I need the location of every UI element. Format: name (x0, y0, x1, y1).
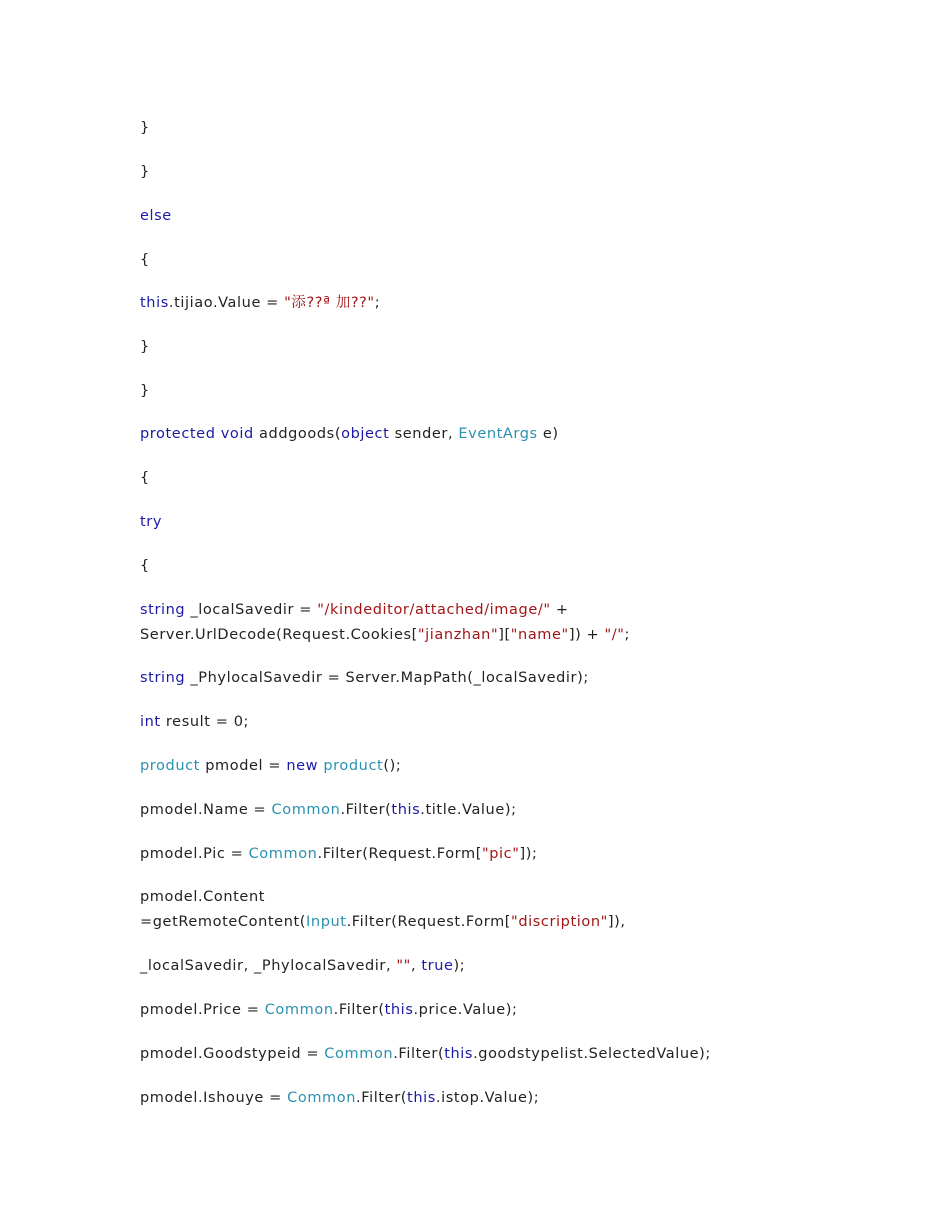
code-token: ; (374, 295, 381, 311)
code-token: ][ (498, 627, 511, 643)
code-token: .Filter(Request.Form[ (346, 914, 512, 930)
code-line (140, 381, 900, 401)
code-token: true (421, 958, 454, 974)
code-token: ]), (607, 914, 626, 930)
code-line (140, 668, 900, 688)
code-token: this (444, 1046, 474, 1062)
code-token: this (384, 1002, 414, 1018)
code-token: "discription" (511, 914, 608, 930)
code-token: object (341, 426, 390, 442)
code-token: Common (271, 802, 341, 818)
code-token: pmodel = (199, 758, 287, 774)
code-line (140, 162, 900, 182)
code-token: .Filter(Request.Form[ (317, 846, 482, 862)
code-token: "/kindeditor/attached/image/" (317, 602, 551, 618)
code-line (140, 1088, 900, 1108)
code-token: result = 0; (160, 714, 250, 730)
code-token: Common (248, 846, 318, 862)
code-line (140, 912, 900, 932)
code-token: + (550, 602, 569, 618)
code-line (140, 800, 900, 820)
code-token: _localSavedir, _PhylocalSavedir, (140, 958, 397, 974)
code-token: Common (264, 1002, 334, 1018)
code-token: pmodel.Name = (140, 802, 272, 818)
code-line (140, 1000, 900, 1020)
code-token: e) (537, 426, 559, 442)
code-line (140, 250, 900, 270)
code-token: "添??ª 加??" (284, 295, 375, 311)
code-token: } (140, 164, 150, 180)
code-line (140, 844, 900, 864)
code-token: try (140, 514, 163, 530)
code-token: .istop.Value); (435, 1090, 540, 1106)
code-token: "name" (510, 627, 569, 643)
code-token: pmodel.Content (140, 889, 266, 905)
code-token: .tijiao.Value = (168, 295, 285, 311)
code-line (140, 756, 900, 776)
code-token: this (407, 1090, 436, 1106)
code-token: .goodstypelist.SelectedValue); (473, 1046, 711, 1062)
code-token: product (140, 758, 200, 774)
code-token: .Filter( (333, 1002, 385, 1018)
code-line (140, 118, 900, 138)
code-token: ]) + (568, 627, 605, 643)
code-token: Server.UrlDecode(Request.Cookies[ (140, 627, 418, 643)
code-line (140, 887, 900, 907)
code-token: } (140, 339, 150, 355)
code-token: (); (383, 758, 402, 774)
code-token: "/" (604, 627, 625, 643)
code-token: int (140, 714, 161, 730)
code-line (140, 424, 900, 444)
code-token: pmodel.Pic = (140, 846, 249, 862)
code-line (140, 600, 900, 620)
code-token: this (140, 295, 169, 311)
code-token: void (220, 426, 254, 442)
code-token: .price.Value); (413, 1002, 518, 1018)
code-token: .Filter( (356, 1090, 408, 1106)
code-token: string (140, 602, 186, 618)
code-token: } (140, 120, 150, 136)
code-token: pmodel.Goodstypeid = (140, 1046, 325, 1062)
code-token: ]); (519, 846, 538, 862)
code-line (140, 625, 900, 645)
code-token: =getRemoteContent( (140, 914, 307, 930)
code-line (140, 293, 900, 313)
code-line (140, 512, 900, 532)
code-token: pmodel.Price = (140, 1002, 265, 1018)
code-token: "jianzhan" (417, 627, 499, 643)
code-token: _localSavedir = (185, 602, 318, 618)
code-token: string (140, 670, 186, 686)
code-token: _PhylocalSavedir = Server.MapPath(_localSavedir); (185, 670, 589, 686)
code-token: } (140, 383, 150, 399)
code-token: pmodel.Ishouye = (140, 1090, 288, 1106)
code-token: Input (306, 914, 347, 930)
code-token: Common (324, 1046, 394, 1062)
code-line (140, 956, 900, 976)
code-token: product (323, 758, 384, 774)
code-token: EventArgs (458, 426, 538, 442)
code-token: { (140, 558, 150, 574)
code-token: , (410, 958, 422, 974)
code-token: .title.Value); (420, 802, 517, 818)
code-token: .Filter( (340, 802, 392, 818)
code-token: addgoods( (253, 426, 342, 442)
code-line (140, 337, 900, 357)
code-line (140, 712, 900, 732)
code-line (140, 1044, 900, 1064)
code-token: .Filter( (393, 1046, 445, 1062)
code-token: "" (396, 958, 411, 974)
code-line (140, 206, 900, 226)
code-token: { (140, 470, 150, 486)
code-token: "pic" (481, 846, 520, 862)
code-token: Common (287, 1090, 357, 1106)
code-token: else (140, 208, 172, 224)
code-token: { (140, 252, 150, 268)
code-line (140, 556, 900, 576)
code-token: ; (624, 627, 631, 643)
code-token: this (391, 802, 421, 818)
code-token: new (286, 758, 319, 774)
code-token: sender, (389, 426, 459, 442)
code-token: protected (140, 426, 216, 442)
code-line (140, 468, 900, 488)
code-token: ); (453, 958, 466, 974)
